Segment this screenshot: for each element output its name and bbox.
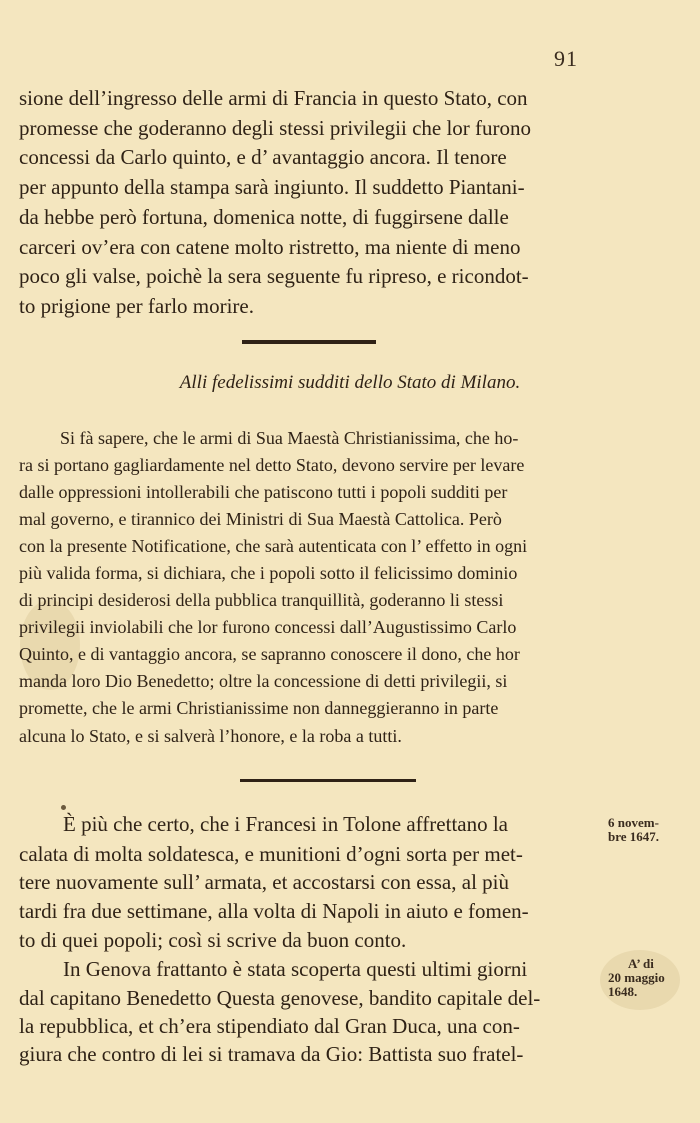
- text-line: to prigione per farlo morire.: [19, 294, 254, 318]
- text-line: da hebbe però fortuna, domenica notte, di fuggirsene dalle: [19, 205, 509, 229]
- bullet-mark: [61, 805, 66, 810]
- text-line: Si fà sapere, che le armi di Sua Maestà Christianissima, che ho-: [60, 428, 519, 448]
- page-number: 91: [554, 46, 578, 71]
- proclamation-heading: Alli fedelissimi sudditi dello Stato di Milano.: [179, 372, 521, 393]
- text-line: più valida forma, si dichiara, che i popoli sotto il felicissimo dominio: [19, 563, 518, 583]
- text-line: per appunto della stampa sarà ingiunto. Il suddetto Piantani-: [19, 175, 525, 199]
- text-line: privilegii inviolabili che lor furono concessi dall’Augustissimo Carlo: [19, 617, 517, 637]
- text-line: promette, che le armi Christianissime non danneggieranno in parte: [19, 698, 499, 718]
- section-divider: [240, 779, 416, 782]
- text-line: concessi da Carlo quinto, e d’ avantaggio ancora. Il tenore: [19, 145, 507, 169]
- text-line: In Genova frattanto è stata scoperta questi ultimi giorni: [63, 957, 528, 981]
- text-line: sione dell’ingresso delle armi di Francia in questo Stato, con: [19, 86, 528, 110]
- text-line: tere nuovamente sull’ armata, et accostarsi con essa, al più: [19, 870, 509, 894]
- margin-note: [608, 957, 665, 999]
- margin-note: [608, 816, 659, 844]
- margin-note-line: A’ di: [628, 956, 654, 971]
- section-divider: [242, 340, 376, 344]
- text-line: tardi fra due settimane, alla volta di Napoli in aiuto e fomen-: [19, 899, 529, 923]
- text-line: dal capitano Benedetto Questa genovese, bandito capitale del-: [19, 986, 541, 1010]
- text-line: calata di molta soldatesca, e munitioni d’ogni sorta per met-: [19, 842, 523, 866]
- text-line: giura che contro di lei si tramava da Gio: Battista suo fratel-: [19, 1042, 524, 1066]
- text-line: Quinto, e di vantaggio ancora, se sapranno conoscere il dono, che hor: [19, 644, 520, 664]
- text-line: promesse che goderanno degli stessi privilegii che lor furono: [19, 116, 532, 140]
- text-line: alcuna lo Stato, e si salverà l’honore, e la roba a tutti.: [19, 726, 402, 746]
- margin-note-line: 6 novem-: [608, 815, 659, 830]
- text-line: to di quei popoli; così si scrive da buon conto.: [19, 928, 407, 952]
- margin-note-line: 1648.: [608, 984, 638, 999]
- text-line: manda loro Dio Benedetto; oltre la concessione di detti privilegii, si: [19, 671, 508, 691]
- text-line: È più che certo, che i Francesi in Tolone affrettano la: [63, 812, 508, 836]
- text-line: con la presente Notificatione, che sarà autenticata con l’ effetto in ogni: [19, 536, 528, 556]
- text-line: carceri ov’era con catene molto ristretto, ma niente di meno: [19, 235, 521, 259]
- margin-note-line: 20 maggio: [608, 970, 665, 985]
- text-line: ra si portano gagliardamente nel detto Stato, devono servire per levare: [19, 455, 525, 475]
- margin-note-line: bre 1647.: [608, 829, 660, 844]
- text-line: dalle oppressioni intollerabili che patiscono tutti i popoli sudditi per: [19, 482, 508, 502]
- text-line: la repubblica, et ch’era stipendiato dal Gran Duca, una con-: [19, 1014, 520, 1038]
- text-line: di principi desiderosi della pubblica tranquillità, goderanno li stessi: [19, 590, 504, 610]
- text-line: poco gli valse, poichè la sera seguente fu ripreso, e ricondot-: [19, 264, 529, 288]
- text-line: mal governo, e tirannico dei Ministri di Sua Maestà Cattolica. Però: [19, 509, 502, 529]
